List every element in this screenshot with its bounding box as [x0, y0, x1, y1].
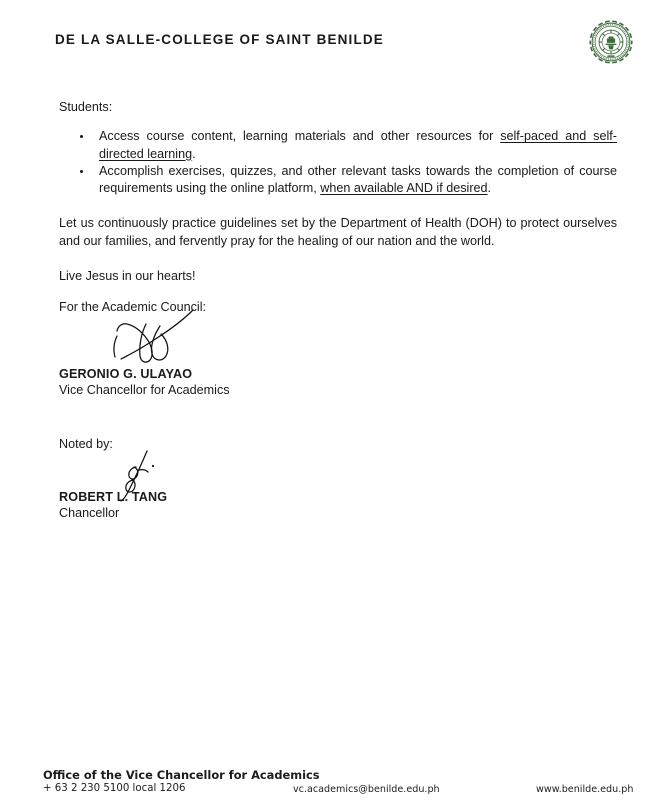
signature-intro: For the Academic Council:	[59, 300, 206, 314]
signature-block-academic-council	[59, 299, 479, 398]
footer-email-address[interactable]: vc.academics@benilde.edu.ph	[293, 784, 440, 795]
footer-phone-number: + 63 2 230 5100 local 1206	[43, 783, 186, 794]
signatory-role: Chancellor	[59, 506, 120, 521]
signatory-role: Vice Chancellor for Academics	[59, 383, 230, 398]
paragraph-spacer	[59, 250, 617, 268]
list-item	[59, 128, 617, 163]
signature-intro: Noted by:	[59, 437, 113, 451]
bullet-lead-text: Access course content, learning materials and other resources for	[99, 129, 501, 144]
salutation: Students:	[59, 100, 113, 114]
footer-website-url[interactable]: www.benilde.edu.ph	[536, 784, 634, 795]
bullet-underlined-text: when available AND if desired	[320, 181, 488, 196]
signatory-name: GERONIO G. ULAYAO	[59, 367, 193, 382]
document-body	[59, 99, 617, 285]
bullet-tail-text: .	[487, 181, 492, 196]
signatory-name: ROBERT L. TANG	[59, 490, 168, 505]
bullet-tail-text: .	[192, 146, 196, 161]
page-footer	[0, 761, 655, 809]
motto-line: Live Jesus in our hearts!	[59, 269, 196, 284]
handwritten-signature-ulayao	[97, 308, 222, 365]
page-title: DE LA SALLE-COLLEGE OF SAINT BENILDE	[55, 32, 384, 47]
paragraph-spacer	[59, 197, 617, 215]
institution-seal-logo	[588, 19, 634, 65]
letterhead	[0, 0, 655, 92]
signature-block-chancellor	[59, 436, 479, 521]
footer-office-name: Office of the Vice Chancellor for Academics	[43, 768, 320, 782]
closing-paragraph: Let us continuously practice guidelines set by the Department of Health (DOH) to protect ourselves and our families, and fervently pray for the healing of our nation and the world.	[59, 216, 617, 248]
student-directives-list	[59, 128, 617, 197]
list-item	[59, 163, 617, 198]
bullet-lead-text: Accomplish exercises, quizzes, and other relevant tasks towards the completion of course requirements using the online platform,	[99, 163, 617, 196]
bullet-underlined-text: self-paced and self-directed learning	[99, 129, 617, 161]
